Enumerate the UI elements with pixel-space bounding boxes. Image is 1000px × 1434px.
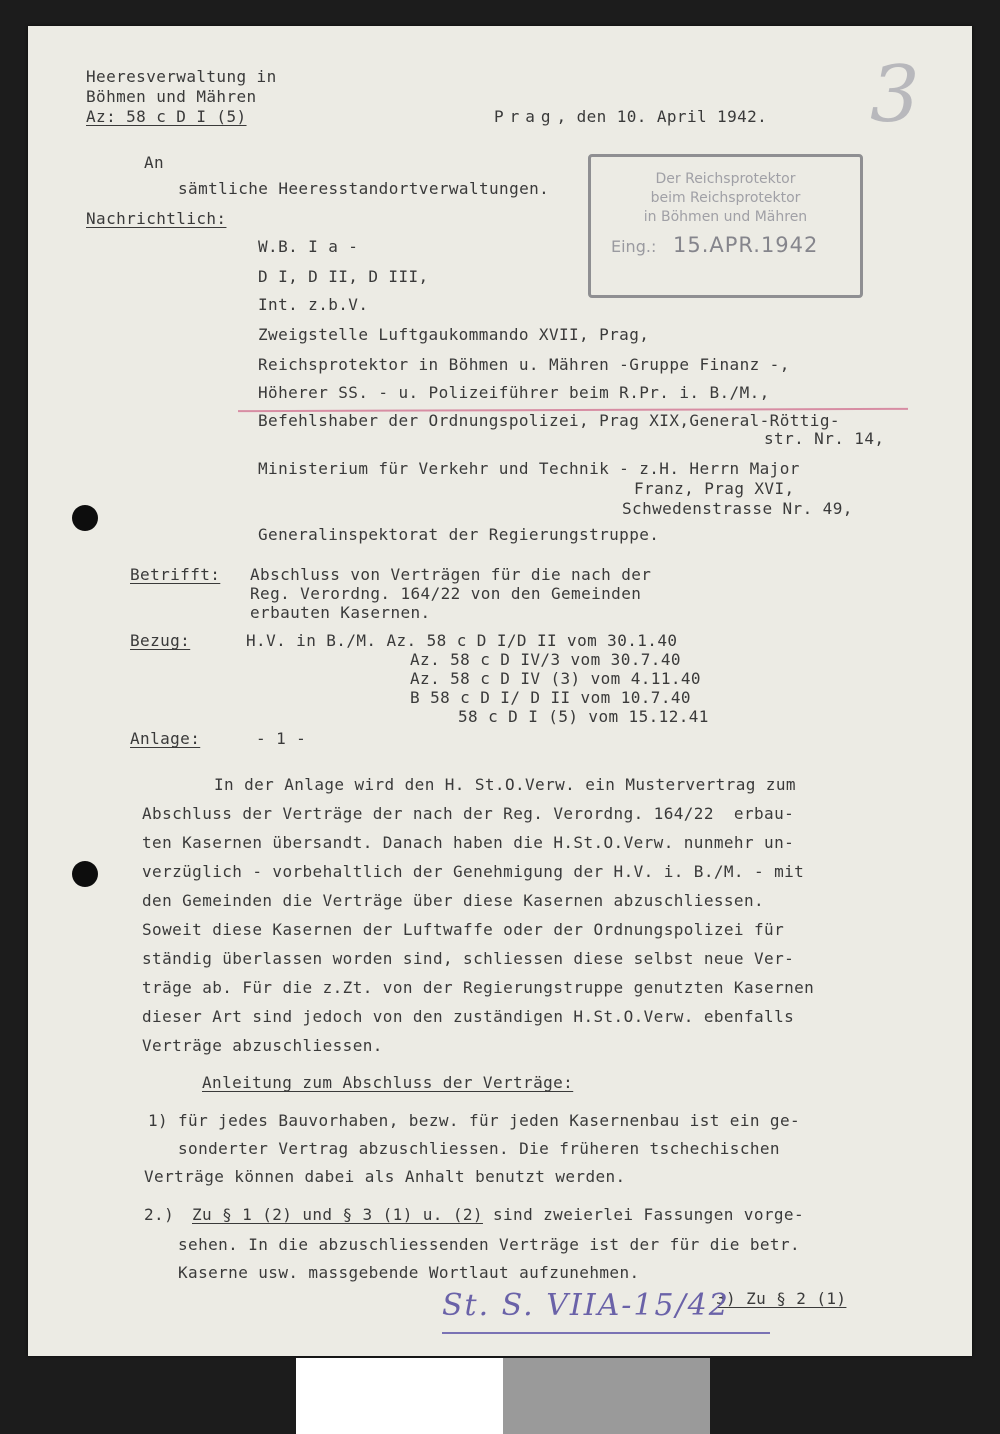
sender-line1: Heeresverwaltung in (86, 67, 277, 86)
body-line: ständig überlassen worden sind, schliessen diese selbst neue Ver- (142, 949, 795, 968)
item1-line: Verträge können dabei als Anhalt benutzt werden. (144, 1167, 626, 1186)
stamp-line3: in Böhmen und Mähren (643, 209, 808, 225)
archive-grey-card (503, 1358, 710, 1434)
item2-lead: Zu § 1 (2) und § 3 (1) u. (2) (192, 1205, 483, 1224)
signature-underline (442, 1332, 770, 1334)
betrifft-line: erbauten Kasernen. (250, 603, 431, 622)
stamp-line2: beim Reichsprotektor (650, 190, 801, 206)
stamp-eing-date: 15.APR.1942 (673, 233, 819, 257)
body-line: Soweit diese Kasernen der Luftwaffe oder der Ordnungspolizei für (142, 920, 785, 939)
bezug-line: B 58 c D I/ D II vom 10.7.40 (410, 688, 691, 707)
address-recipients: sämtliche Heeresstandortverwaltungen. (178, 179, 550, 198)
cc-item: Int. z.b.V. (258, 295, 369, 314)
punch-hole-top (72, 505, 98, 531)
body-line: den Gemeinden die Verträge über diese Kasernen abzuschliessen. (142, 891, 765, 910)
bezug-line: Az. 58 c D IV/3 vom 30.7.40 (410, 650, 681, 669)
bezug-line: 58 c D I (5) vom 15.12.41 (458, 707, 709, 726)
address-an: An (144, 153, 165, 172)
punch-hole-bottom (72, 861, 98, 887)
item1-line: für jedes Bauvorhaben, bezw. für jeden Kasernenbau ist ein ge- (178, 1111, 801, 1130)
body-line: Abschluss der Verträge der nach der Reg. Verordng. 164/22 erbau- (142, 804, 795, 823)
cc-item: Ministerium für Verkehr und Technik - z.H. Herrn Major (258, 459, 800, 478)
cc-item: W.B. I a - (258, 237, 359, 256)
cc-item: Reichsprotektor in Böhmen u. Mähren -Gruppe Finanz -, (258, 355, 790, 374)
body-line: träge ab. Für die z.Zt. von der Regierungstruppe genutzten Kasernen (142, 978, 815, 997)
anlage-label: Anlage: (130, 729, 201, 748)
item1-line: sonderter Vertrag abzuschliessen. Die früheren tschechischen (178, 1139, 780, 1158)
cc-item: D I, D II, D III, (258, 267, 429, 286)
stamp-eing-label: Eing.: (611, 237, 657, 256)
date-text: , den 10. April 1942. (556, 107, 768, 126)
bezug-line: H.V. in B./M. Az. 58 c D I/D II vom 30.1.40 (246, 631, 678, 650)
nachrichtlich-label: Nachrichtlich: (86, 209, 227, 228)
bezug-line: Az. 58 c D IV (3) vom 4.11.40 (410, 669, 701, 688)
continuation-note: 3) Zu § 2 (1) (716, 1289, 847, 1308)
date-line (494, 108, 767, 126)
body-line: In der Anlage wird den H. St.O.Verw. ein Mustervertrag zum (214, 775, 796, 794)
stamp-line1: Der Reichsprotektor (655, 171, 796, 187)
body-line: Verträge abzuschliessen. (142, 1036, 383, 1055)
bezug-label: Bezug: (130, 631, 191, 650)
cc-item: Zweigstelle Luftgaukommando XVII, Prag, (258, 325, 650, 344)
body-line: ten Kasernen übersandt. Danach haben die H.St.O.Verw. nunmehr un- (142, 833, 795, 852)
cc-item-cont: str. Nr. 14, (764, 429, 885, 448)
page-number: 3 (870, 50, 920, 140)
cc-item: Befehlshaber der Ordnungspolizei, Prag XIX,General-Röttig- (258, 411, 840, 430)
item1-number: 1) (148, 1111, 169, 1130)
sender-reference: Az: 58 c D I (5) (86, 107, 247, 126)
archive-white-card (296, 1358, 503, 1434)
item2-number: 2.) (144, 1205, 175, 1224)
item2-first-line (192, 1206, 804, 1224)
cc-item: Generalinspektorat der Regierungstruppe. (258, 525, 660, 544)
item2-line: sehen. In die abzuschliessenden Verträge ist der für die betr. (178, 1235, 801, 1254)
cc-item-cont: Schwedenstrasse Nr. 49, (622, 499, 853, 518)
anleitung-title: Anleitung zum Abschluss der Verträge: (202, 1073, 574, 1092)
sender-line2: Böhmen und Mähren (86, 87, 257, 106)
body-line: verzüglich - vorbehaltlich der Genehmigung der H.V. i. B./M. - mit (142, 862, 805, 881)
cc-item: Höherer SS. - u. Polizeiführer beim R.Pr. i. B./M., (258, 383, 770, 402)
document-page (28, 26, 972, 1356)
betrifft-line: Reg. Verordng. 164/22 von den Gemeinden (250, 584, 642, 603)
betrifft-line: Abschluss von Verträgen für die nach der (250, 565, 652, 584)
body-line: dieser Art sind jedoch von den zuständigen H.St.O.Verw. ebenfalls (142, 1007, 795, 1026)
receipt-stamp (588, 154, 863, 298)
date-city: Prag (494, 107, 557, 126)
betrifft-label: Betrifft: (130, 565, 221, 584)
item2-rest: sind zweierlei Fassungen vorge- (482, 1205, 805, 1224)
anlage-value: - 1 - (256, 729, 307, 748)
item2-line: Kaserne usw. massgebende Wortlaut aufzunehmen. (178, 1263, 640, 1282)
cc-item-cont: Franz, Prag XVI, (634, 479, 795, 498)
handwritten-signature: St. S. VIIA-15/42 (442, 1288, 730, 1323)
